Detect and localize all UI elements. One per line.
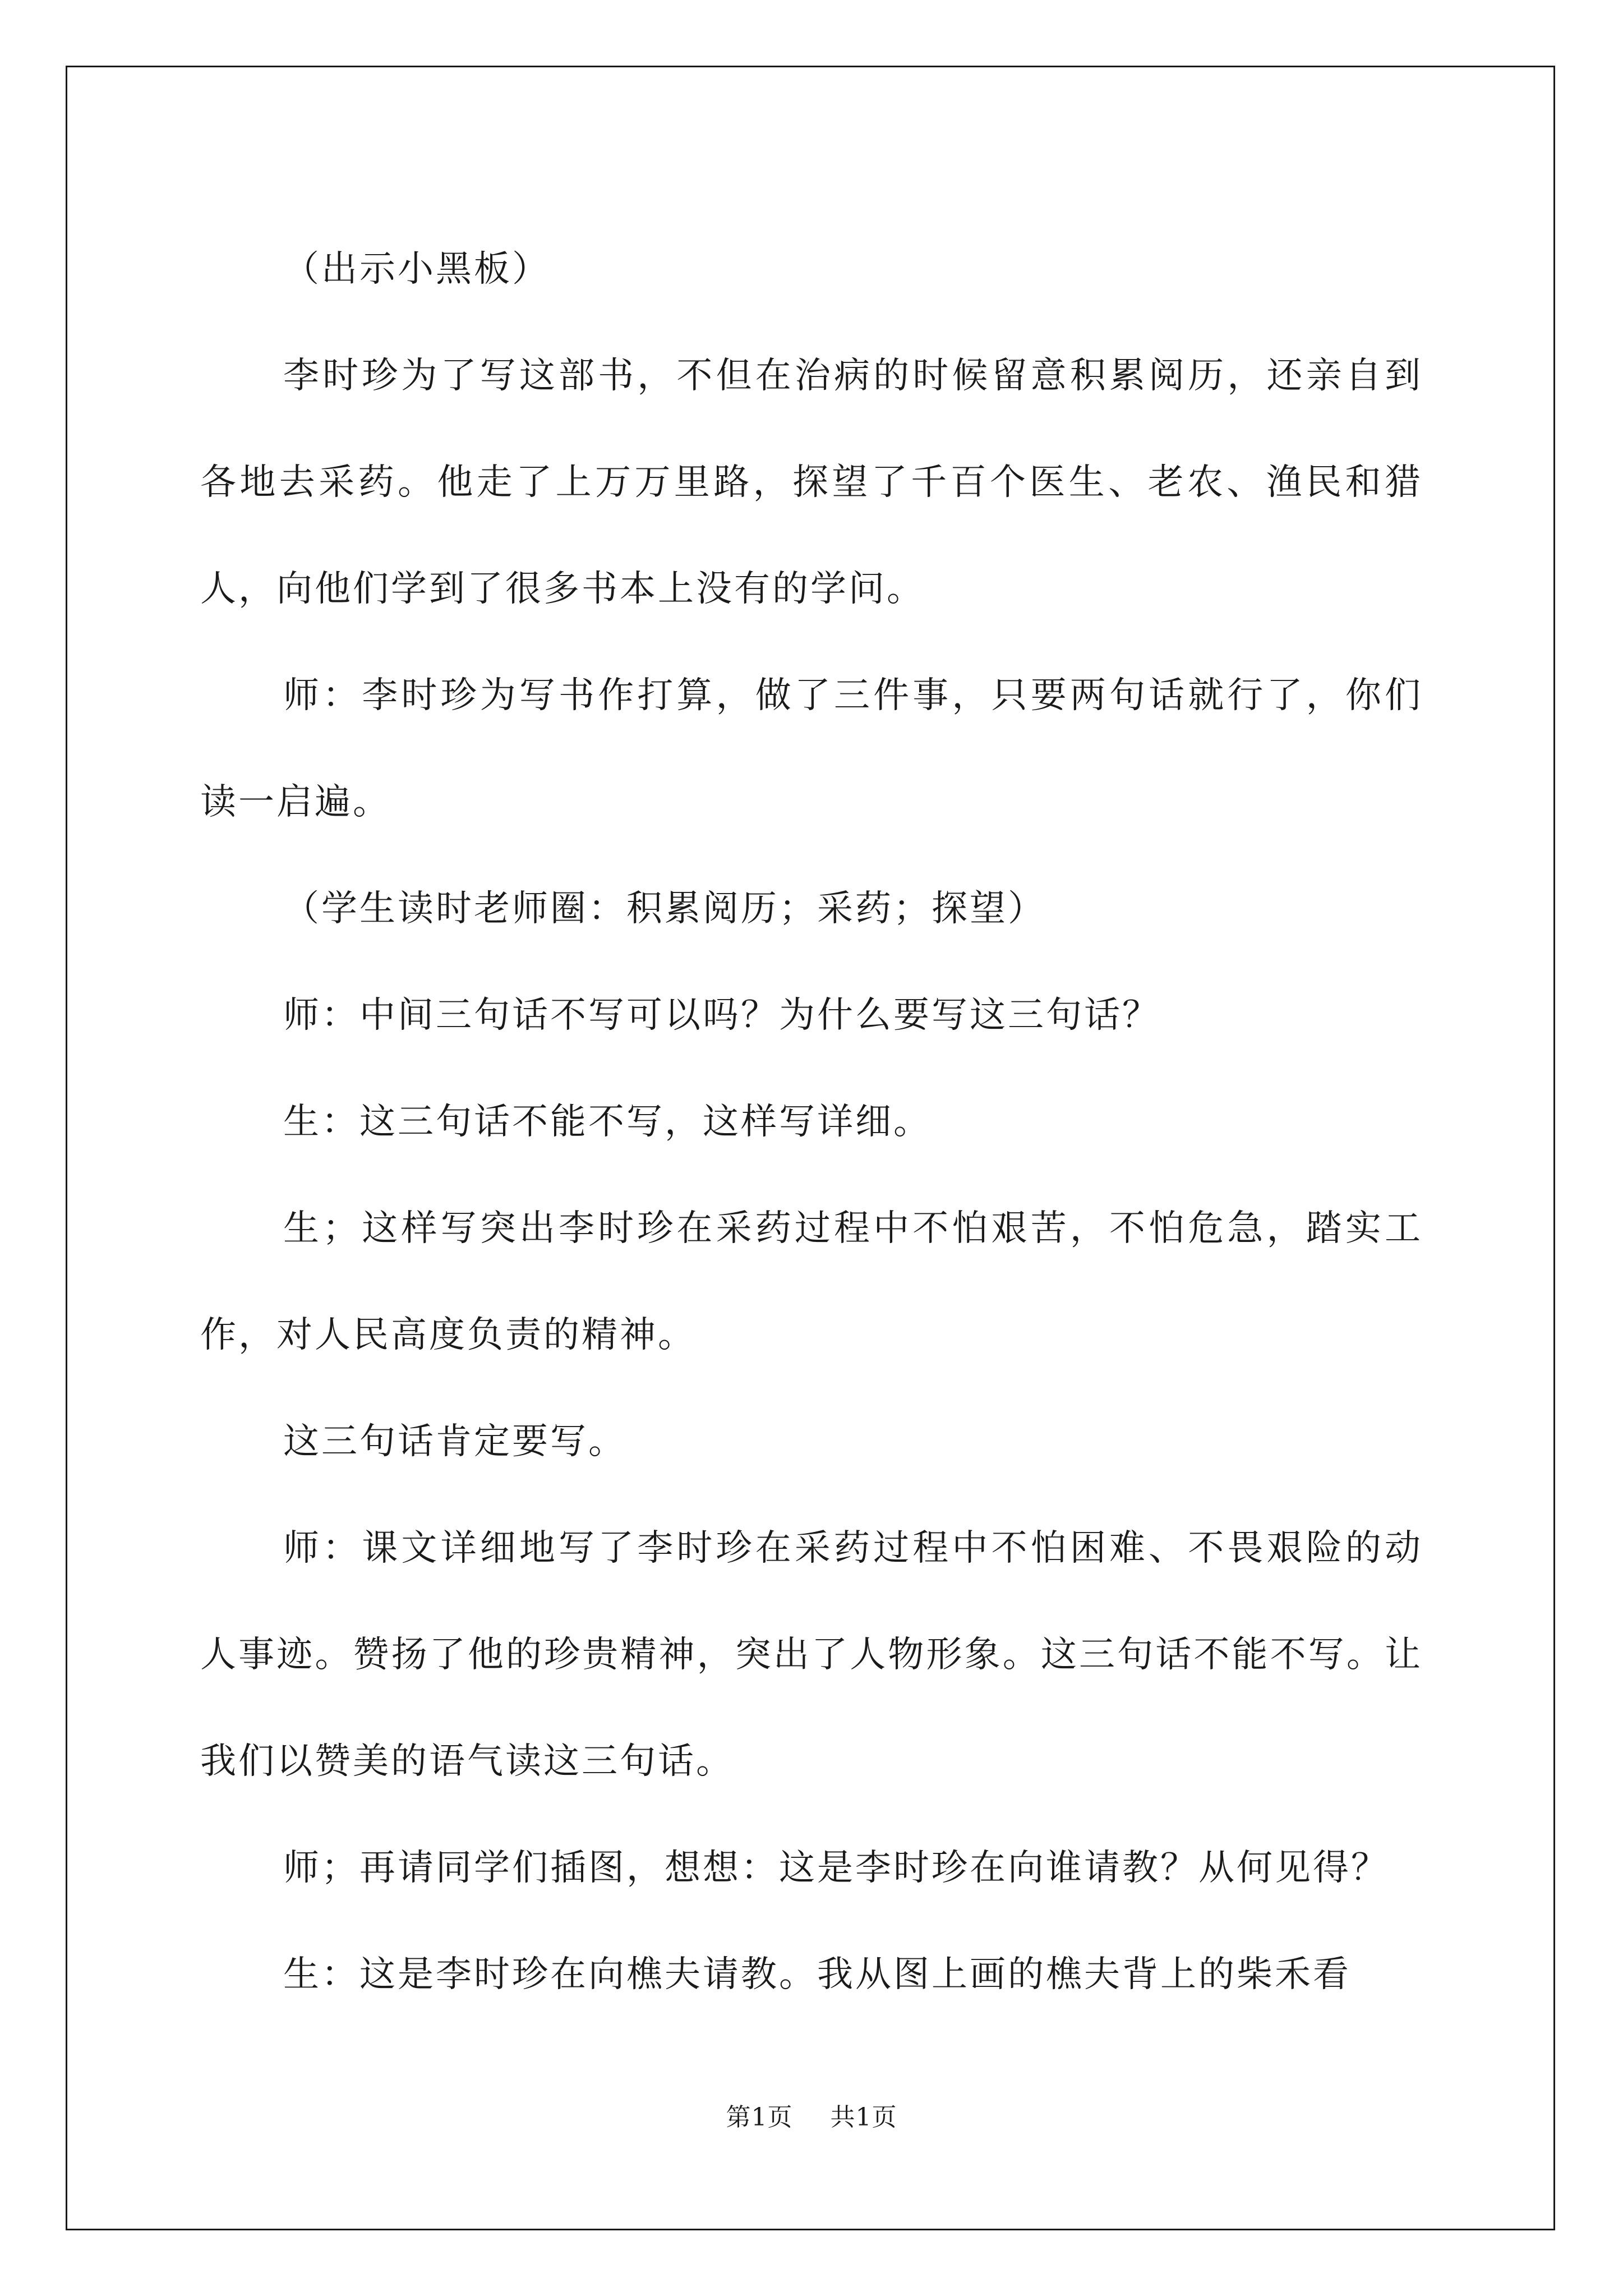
paragraph-9: 师：课文详细地写了李时珍在采药过程中不怕困难、不畏艰险的动人事迹。赞扬了他的珍贵精神，突出了人物形象。这三句话不能不写。让我们以赞美的语气读这三句话。 bbox=[200, 1527, 1423, 1782]
paragraph-8: 这三句话肯定要写。 bbox=[283, 1421, 626, 1462]
paragraph-11: 生：这是李时珍在向樵夫请教。我从图上画的樵夫背上的柴禾看 bbox=[283, 1954, 1351, 1995]
paragraph-2: 李时珍为了写这部书，不但在治病的时候留意积累阅历，还亲自到各地去采药。他走了上万万里路，探望了千百个医生、老农、渔民和猎人，向他们学到了很多书本上没有的学问。 bbox=[200, 355, 1423, 610]
document-body bbox=[200, 216, 1423, 2028]
total-pages: 共1页 bbox=[830, 2103, 897, 2132]
page-footer bbox=[0, 2101, 1623, 2134]
paragraph-5: 师：中间三句话不写可以吗？为什么要写这三句话？ bbox=[283, 995, 1160, 1036]
paragraph-7: 生；这样写突出李时珍在采药过程中不怕艰苦，不怕危急，踏实工作，对人民高度负责的精神。 bbox=[200, 1208, 1423, 1356]
paragraph-4: （学生读时老师圈：积累阅历；采药；探望） bbox=[283, 888, 1046, 930]
paragraph-3: 师：李时珍为写书作打算，做了三件事，只要两句话就行了，你们读一启遍。 bbox=[200, 675, 1423, 823]
paragraph-6: 生：这三句话不能不写，这样写详细。 bbox=[283, 1101, 932, 1143]
paragraph-1: （出示小黑板） bbox=[283, 249, 550, 290]
paragraph-10: 师；再请同学们插图，想想：这是李时珍在向谁请教？从何见得？ bbox=[283, 1847, 1389, 1889]
page-number: 第1页 bbox=[726, 2103, 793, 2132]
